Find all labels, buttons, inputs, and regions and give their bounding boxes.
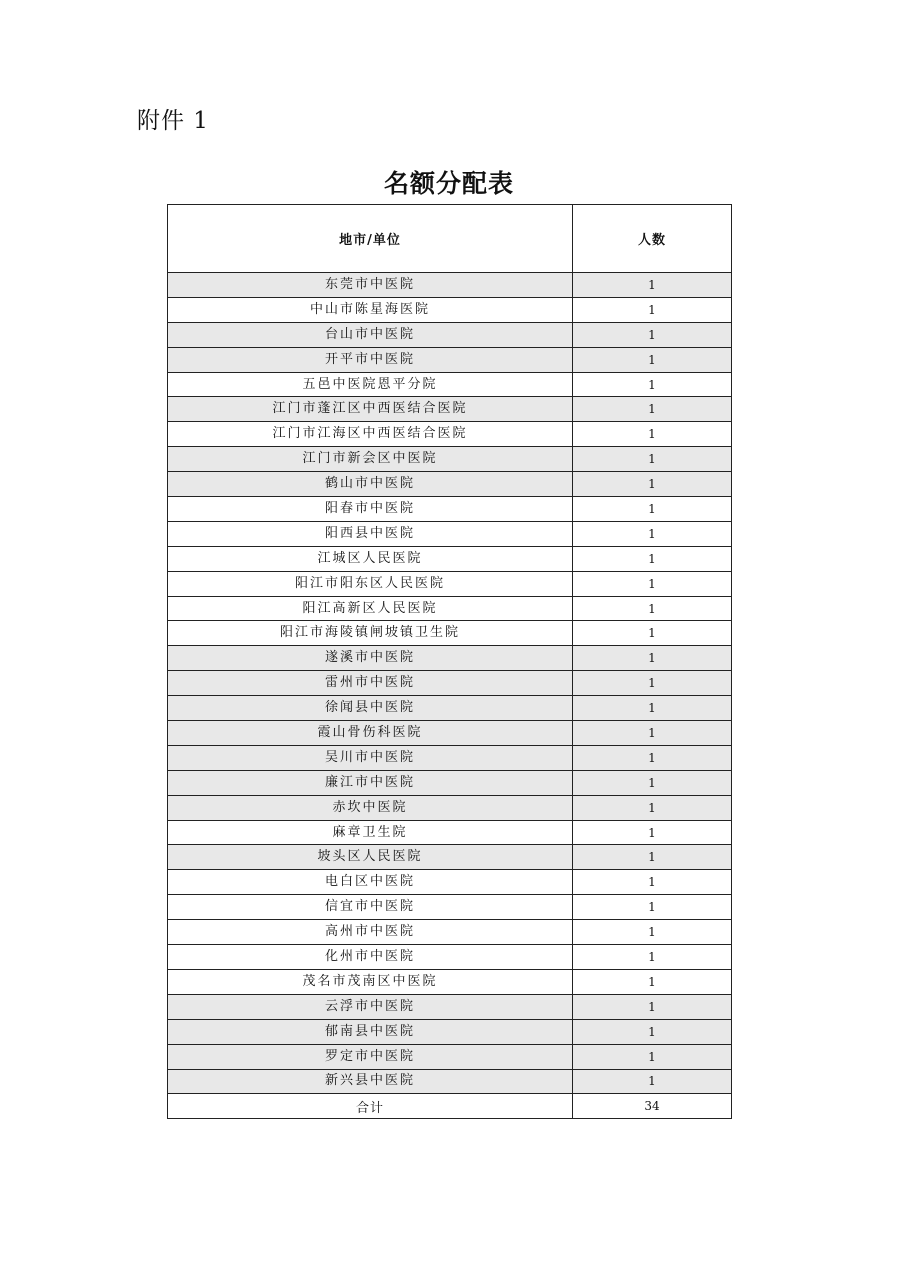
table-row xyxy=(168,745,732,770)
unit-cell: 阳西县中医院 xyxy=(168,521,573,546)
table-row xyxy=(168,646,732,671)
count-cell: 1 xyxy=(573,745,732,770)
header-unit: 地市/单位 xyxy=(168,205,573,273)
unit-cell: 五邑中医院恩平分院 xyxy=(168,372,573,397)
table-row xyxy=(168,696,732,721)
unit-cell: 化州市中医院 xyxy=(168,945,573,970)
table-row xyxy=(168,820,732,845)
table-row xyxy=(168,969,732,994)
count-cell: 1 xyxy=(573,1019,732,1044)
table-row xyxy=(168,347,732,372)
table-row xyxy=(168,870,732,895)
count-cell: 1 xyxy=(573,621,732,646)
count-cell: 1 xyxy=(573,1044,732,1069)
unit-cell: 茂名市茂南区中医院 xyxy=(168,969,573,994)
table-row xyxy=(168,372,732,397)
unit-cell: 开平市中医院 xyxy=(168,347,573,372)
table-row xyxy=(168,671,732,696)
unit-cell: 廉江市中医院 xyxy=(168,770,573,795)
unit-cell: 坡头区人民医院 xyxy=(168,845,573,870)
table-row xyxy=(168,447,732,472)
table-row xyxy=(168,1069,732,1094)
table-row xyxy=(168,920,732,945)
table-row xyxy=(168,546,732,571)
unit-cell: 徐闻县中医院 xyxy=(168,696,573,721)
table-row xyxy=(168,397,732,422)
count-cell: 1 xyxy=(573,571,732,596)
unit-cell: 鹤山市中医院 xyxy=(168,472,573,497)
count-cell: 1 xyxy=(573,1069,732,1094)
count-cell: 1 xyxy=(573,297,732,322)
unit-cell: 新兴县中医院 xyxy=(168,1069,573,1094)
page-title: 名额分配表 xyxy=(383,169,514,198)
count-cell: 1 xyxy=(573,596,732,621)
count-cell: 1 xyxy=(573,969,732,994)
table-row xyxy=(168,721,732,746)
count-cell: 1 xyxy=(573,372,732,397)
count-cell: 1 xyxy=(573,322,732,347)
quota-table xyxy=(167,204,732,1119)
table-row xyxy=(168,521,732,546)
unit-cell: 阳春市中医院 xyxy=(168,497,573,522)
count-cell: 1 xyxy=(573,895,732,920)
table-row xyxy=(168,273,732,298)
unit-cell: 阳江市阳东区人民医院 xyxy=(168,571,573,596)
total-row xyxy=(168,1094,732,1119)
unit-cell: 遂溪市中医院 xyxy=(168,646,573,671)
count-cell: 1 xyxy=(573,521,732,546)
count-cell: 1 xyxy=(573,671,732,696)
unit-cell: 霞山骨伤科医院 xyxy=(168,721,573,746)
table-row xyxy=(168,795,732,820)
table-row xyxy=(168,322,732,347)
table-row xyxy=(168,297,732,322)
unit-cell: 东莞市中医院 xyxy=(168,273,573,298)
unit-cell: 郁南县中医院 xyxy=(168,1019,573,1044)
count-cell: 1 xyxy=(573,273,732,298)
table-body xyxy=(168,273,732,1094)
total-count: 34 xyxy=(573,1094,732,1119)
header-count: 人数 xyxy=(573,205,732,273)
count-cell: 1 xyxy=(573,845,732,870)
count-cell: 1 xyxy=(573,721,732,746)
count-cell: 1 xyxy=(573,397,732,422)
count-cell: 1 xyxy=(573,347,732,372)
count-cell: 1 xyxy=(573,646,732,671)
unit-cell: 云浮市中医院 xyxy=(168,994,573,1019)
table-row xyxy=(168,571,732,596)
table-row xyxy=(168,472,732,497)
unit-cell: 阳江高新区人民医院 xyxy=(168,596,573,621)
unit-cell: 江门市新会区中医院 xyxy=(168,447,573,472)
count-cell: 1 xyxy=(573,497,732,522)
total-label: 合计 xyxy=(168,1094,573,1119)
count-cell: 1 xyxy=(573,920,732,945)
unit-cell: 江城区人民医院 xyxy=(168,546,573,571)
attachment-label: 附件 1 xyxy=(137,108,209,134)
unit-cell: 吴川市中医院 xyxy=(168,745,573,770)
count-cell: 1 xyxy=(573,994,732,1019)
count-cell: 1 xyxy=(573,696,732,721)
table-row xyxy=(168,1019,732,1044)
unit-cell: 赤坎中医院 xyxy=(168,795,573,820)
count-cell: 1 xyxy=(573,472,732,497)
unit-cell: 中山市陈星海医院 xyxy=(168,297,573,322)
table-header-row xyxy=(168,205,732,273)
count-cell: 1 xyxy=(573,447,732,472)
unit-cell: 台山市中医院 xyxy=(168,322,573,347)
count-cell: 1 xyxy=(573,945,732,970)
unit-cell: 罗定市中医院 xyxy=(168,1044,573,1069)
unit-cell: 阳江市海陵镇闸坡镇卫生院 xyxy=(168,621,573,646)
count-cell: 1 xyxy=(573,546,732,571)
unit-cell: 信宜市中医院 xyxy=(168,895,573,920)
unit-cell: 麻章卫生院 xyxy=(168,820,573,845)
table-row xyxy=(168,895,732,920)
count-cell: 1 xyxy=(573,820,732,845)
table-row xyxy=(168,945,732,970)
table-row xyxy=(168,845,732,870)
count-cell: 1 xyxy=(573,770,732,795)
unit-cell: 高州市中医院 xyxy=(168,920,573,945)
count-cell: 1 xyxy=(573,795,732,820)
unit-cell: 雷州市中医院 xyxy=(168,671,573,696)
table-row xyxy=(168,1044,732,1069)
unit-cell: 江门市江海区中西医结合医院 xyxy=(168,422,573,447)
unit-cell: 电白区中医院 xyxy=(168,870,573,895)
unit-cell: 江门市蓬江区中西医结合医院 xyxy=(168,397,573,422)
table-row xyxy=(168,596,732,621)
table-row xyxy=(168,770,732,795)
count-cell: 1 xyxy=(573,422,732,447)
table-row xyxy=(168,994,732,1019)
count-cell: 1 xyxy=(573,870,732,895)
table-row xyxy=(168,422,732,447)
table-row xyxy=(168,497,732,522)
table-row xyxy=(168,621,732,646)
